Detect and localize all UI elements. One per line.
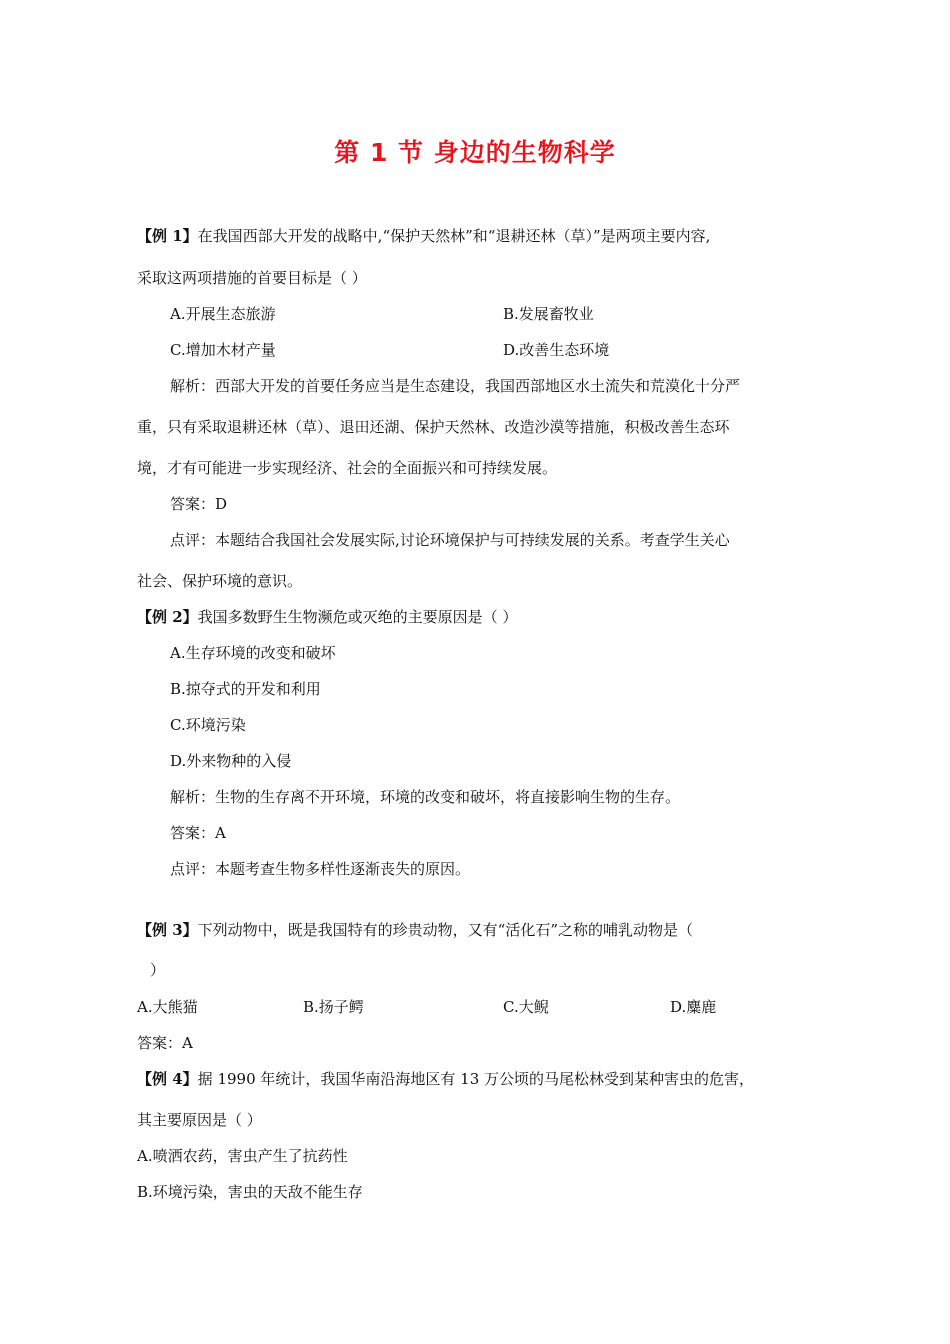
example-1-analysis-line-3: 境，才有可能进一步实现经济、社会的全面振兴和可持续发展。 [137,459,558,477]
example-2-label: 【例 2】 [137,608,198,626]
example-3-question-line-2: ） [150,961,166,979]
example-3-answer: 答案：A [137,1034,193,1052]
example-4-question-text: 据 1990 年统计，我国华南沿海地区有 13 万公顷的马尾松林受到某种害虫的危害， [197,1070,755,1088]
example-1-analysis-line-1: 解析：西部大开发的首要任务应当是生态建设，我国西部地区水土流失和荒漠化十分严 [170,377,741,395]
example-1-option-d: D.改善生态环境 [503,341,610,359]
example-3-option-a: A.大熊猫 [137,998,198,1016]
example-1-option-c: C.增加木材产量 [170,341,276,359]
example-3-option-b: B.扬子鳄 [303,998,364,1016]
example-4-option-b: B.环境污染，害虫的天敌不能生存 [137,1183,363,1201]
example-2-option-c: C.环境污染 [170,716,246,734]
example-1-comment-line-2: 社会、保护环境的意识。 [137,572,303,590]
example-2-analysis-line-1: 解析：生物的生存离不开环境，环境的改变和破坏，将直接影响生物的生存。 [170,788,681,806]
example-1-comment-line-1: 点评：本题结合我国社会发展实际,讨论环境保护与可持续发展的关系。考查学生关心 [170,531,730,549]
example-2-option-a: A.生存环境的改变和破坏 [170,644,336,662]
example-1-question-line-1 [137,225,710,247]
example-4-label: 【例 4】 [137,1070,198,1088]
example-1-analysis-line-2: 重，只有采取退耕还林（草）、退田还湖、保护天然林、改造沙漠等措施，积极改善生态环 [137,418,730,436]
example-1-option-a: A.开展生态旅游 [170,305,276,323]
example-4-question-line-1 [137,1068,754,1090]
example-3-option-c: C.大鲵 [503,998,549,1016]
example-1-question-text: 在我国西部大开发的战略中,“保护天然林”和“退耕还林（草）”是两项主要内容, [197,227,711,245]
example-3-label: 【例 3】 [137,921,198,939]
example-2-comment-line-1: 点评：本题考查生物多样性逐渐丧失的原因。 [170,860,471,878]
example-3-question-line-1 [137,919,693,941]
page-title: 第 1 节 身边的生物科学 [334,138,616,167]
example-2-option-d: D.外来物种的入侵 [170,752,292,770]
example-2-option-b: B.掠夺式的开发和利用 [170,680,321,698]
example-3-question-text: 下列动物中，既是我国特有的珍贵动物，又有“活化石”之称的哺乳动物是（ [197,921,694,939]
example-1-option-b: B.发展畜牧业 [503,305,594,323]
example-4-option-a: A.喷洒农药，害虫产生了抗药性 [137,1147,348,1165]
example-1-question-line-2: 采取这两项措施的首要目标是（ ） [137,269,367,287]
example-4-question-line-2: 其主要原因是（ ） [137,1111,262,1129]
example-1-label: 【例 1】 [137,227,198,245]
example-2-question-text: 我国多数野生生物濒危或灭绝的主要原因是（ ） [197,608,518,626]
example-2-question-line-1 [137,606,517,628]
example-1-answer: 答案：D [170,495,228,513]
example-2-answer: 答案：A [170,824,226,842]
example-3-option-d: D.麋鹿 [670,998,717,1016]
